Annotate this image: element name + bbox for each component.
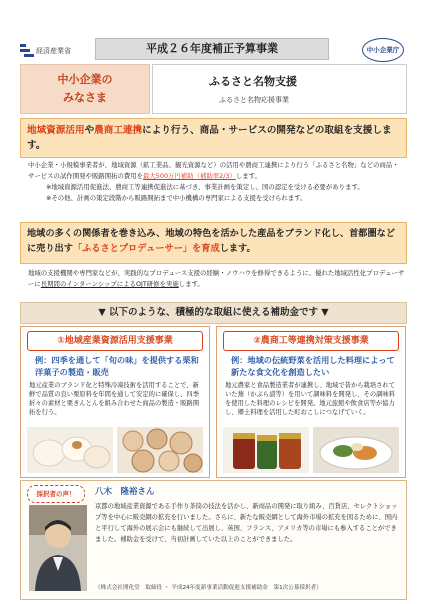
chestnut-photo [117, 427, 203, 473]
subsidy-amount: 最大500万円補助（補助率2/3） [143, 172, 236, 180]
section1-note-2: ※その他、計画の策定段階から販路開拓まで中小機構の専門家による支援を受けられます。 [46, 194, 307, 202]
audience-line-2: みなさま [63, 91, 107, 104]
ministry-logo-text: 経済産業省 [36, 47, 71, 55]
section2-body-a: 地域の支援機関や専門家などが、実践的なプロデュース支援の経験・ノウハウを修得できるように、優れた地域活性化プロデューサーに [28, 269, 405, 288]
section1-lead-box [20, 118, 407, 158]
testimonial-name: 八木 隆裕さん [95, 487, 155, 497]
section2-lead-box [20, 222, 407, 264]
lead-mid-1: や [84, 125, 95, 136]
case-left-body: 地元産業のブランド化と特殊冷凍技術を活用することで、新鮮で品質の良い栗原料を年間を通して安定的に確保し、四季折々の素材と栗きんとんを組み合わせた商品の製造・販路開拓を行う。 [29, 382, 200, 416]
program-subtitle: ふるさと名物応援事業 [219, 96, 289, 104]
section2-lead-red: 「ふるさとプロデューサー」を育成 [72, 242, 220, 254]
section2-lead [27, 227, 399, 256]
case-right-body: 地元農家と食品製造業者が連携し、地域で昔から栽培されていた蕪（かぶら漬等）を用いて調味料を開発し、その調味料を使用した料理のレシピを開発。地元旅館や飲食店等が協力し、郷土料理を活用した町おこしにつなげていく。 [225, 382, 396, 416]
program-title: ふるさと名物支援 [209, 75, 297, 88]
section2-body-underlined: 長期間のインターンシップによるOJT研修を実施 [40, 280, 179, 288]
section2-body [28, 268, 405, 290]
section2-lead-tail: します。 [219, 242, 256, 254]
lead-red-2: 農商工連携 [94, 125, 143, 136]
year-title: 平成２６年度補正予算事業 [95, 38, 329, 60]
sme-agency-badge: 中小企業庁 [362, 38, 404, 62]
program-box [152, 64, 407, 114]
dish-photo [313, 427, 399, 473]
section2-lead-a: 地域の多くの関係者を巻き込み、地域の特色を活かした産品をブランド化し、首都圏などに売り出す [27, 228, 396, 254]
section1-note-1: ※地域資源活用促進法、農商工等連携促進法に基づき、事業計画を策定し、国の認定を受ける必要があります。 [46, 183, 364, 191]
lead-red-1: 地域資源活用 [27, 125, 85, 136]
testimonial-tag: 採択者の声！ [27, 485, 85, 503]
section1-body-main [28, 160, 405, 182]
audience-line-1: 中小企業の [57, 73, 113, 86]
case-right-title: ②農商工等連携対策支援事業 [223, 331, 399, 351]
testimonial-source: （株式会社開化堂 取締役 ・ 平成24年度新事業活動促進支援補助金 第1次公募採択者） [95, 585, 322, 591]
section2-body-tail: します。 [178, 280, 204, 288]
ministry-logo-icon [20, 44, 34, 60]
body-tail-text: します。 [235, 172, 261, 180]
case-left-subtitle: 例：四季を通して「旬の味」を提供する栗和洋菓子の製造・販売 [35, 355, 199, 377]
case-left-title: ①地域産業資源活用支援事業 [27, 331, 203, 351]
case-right [216, 326, 406, 478]
audience-box [20, 64, 150, 114]
portrait-photo [29, 505, 87, 591]
lead-rest: により行う、商品・サービスの開発などの取組を支援します。 [27, 125, 392, 151]
body-main-text: 中小企業・小規模事業者が、地域資源（鉱工業品、観光資源など）の活用や農商工連携により行う「ふるさと名物」などの商品・サービスの試作開発や販路開拓の費用を [28, 161, 399, 180]
testimonial-body: 京都の地域産業資源である手作り茶筒の技法を活かし、新商品の開発に取り組み、百貨店、セレクトショップ等を中心に販売網の拡充を行いました。さらに、新たな販売網として海外市場の拡充を図るために、国内と平行して海外の展示会にも継続して出展し、英国、フランス、アメリカ等の市場にも参入することができました。補助金を受けて、当初計画していた以上のことができました。 [95, 503, 398, 543]
case-left [20, 326, 210, 478]
sweets-photo [27, 427, 113, 473]
section1-body [28, 160, 405, 204]
subsidy-banner: ▼ 以下のような、積極的な取組に使える補助金です ▼ [20, 302, 407, 324]
case-right-subtitle: 例：地域の伝統野菜を活用した料理によって新たな食文化を創造したい [231, 355, 395, 377]
testimonial-box [20, 480, 407, 600]
section1-lead [27, 123, 399, 153]
sauce-jars-photo [223, 427, 309, 473]
